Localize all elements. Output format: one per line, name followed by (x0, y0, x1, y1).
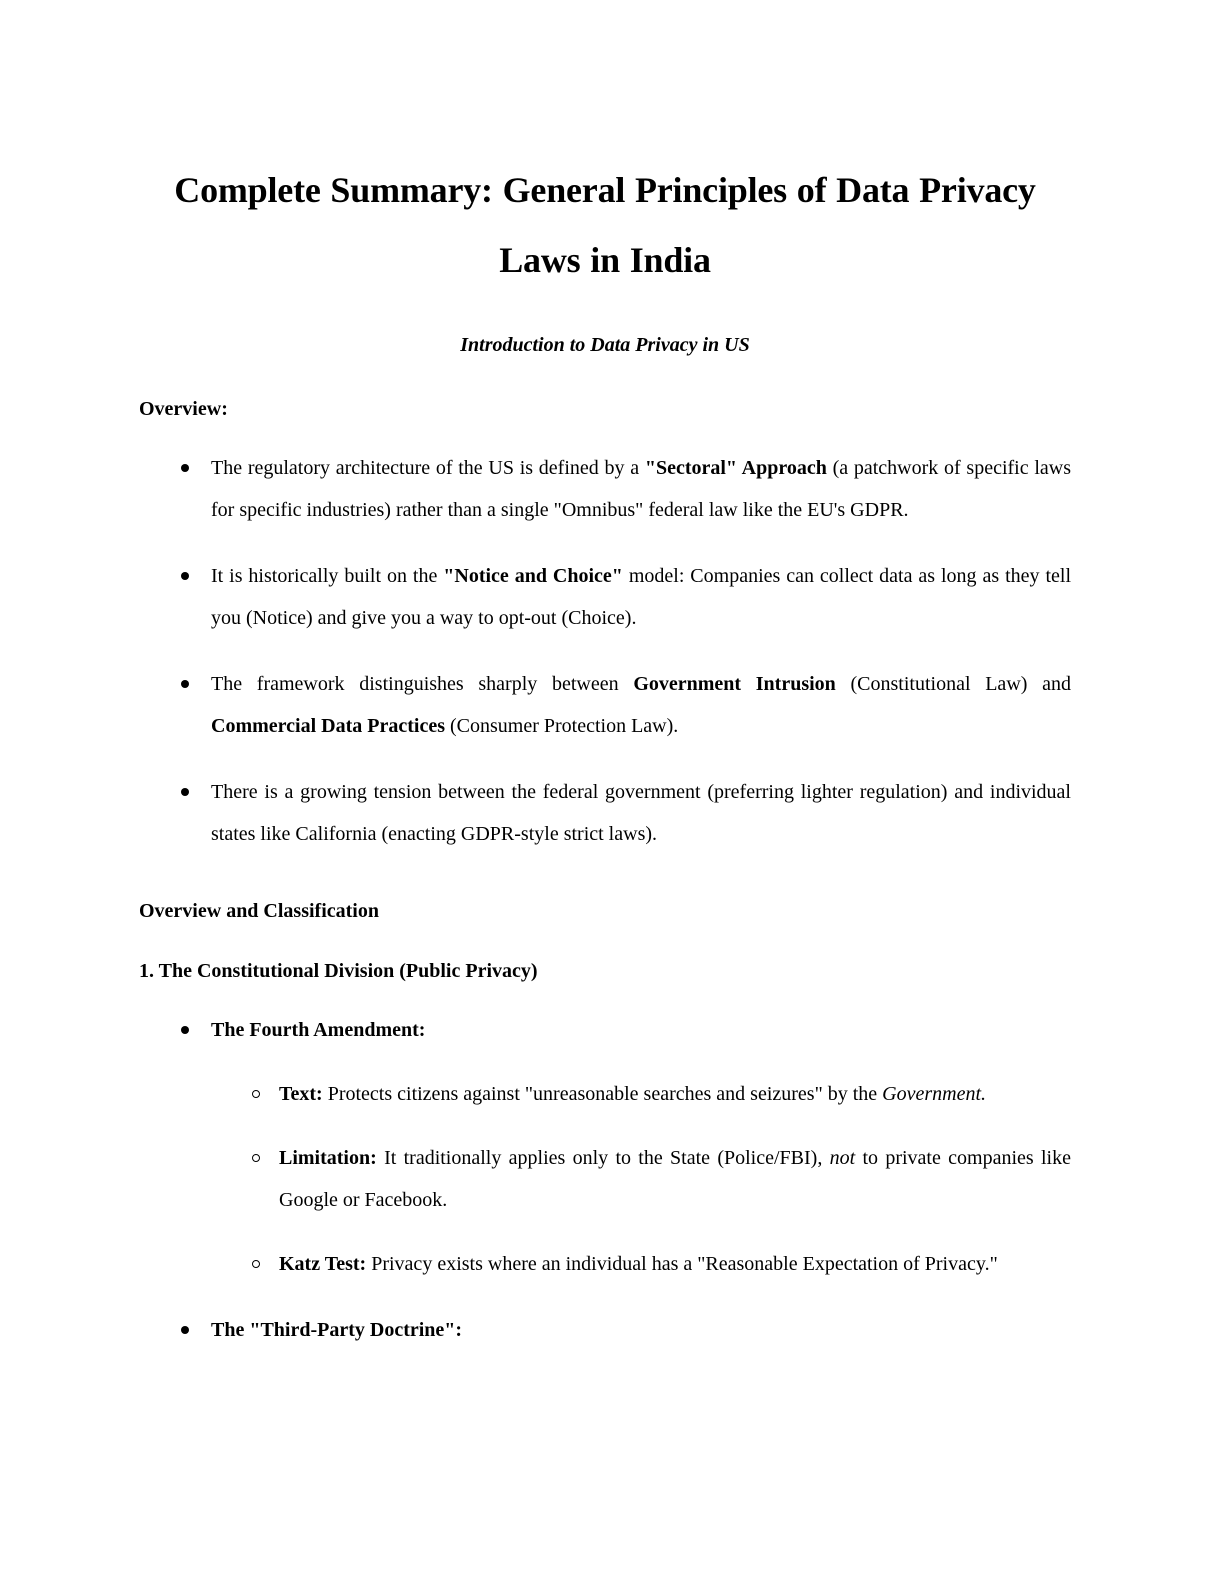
text-run: Protects citizens against "unreasonable searches and seizures" by the (322, 1083, 883, 1105)
bold-run: Text: (279, 1083, 323, 1105)
list-item (139, 447, 1071, 531)
circle-glyph (252, 1260, 260, 1268)
text-run: The framework distinguishes sharply between (211, 673, 634, 695)
bold-run: "Notice and Choice" (443, 565, 623, 587)
disc-bullet-icon (181, 663, 193, 705)
italic-run: not (829, 1147, 856, 1169)
disc-glyph (181, 788, 189, 796)
sub-list-item-text (279, 1073, 1071, 1115)
list-item (139, 1309, 1071, 1351)
circle-bullet-icon (252, 1243, 264, 1285)
bold-run: Government Intrusion (633, 673, 836, 695)
bold-run: "Sectoral" Approach (644, 457, 827, 479)
overview-bullet-list (139, 447, 1071, 855)
circle-bullet-icon (252, 1137, 264, 1179)
heading-overview: Overview: (139, 398, 228, 420)
sub-bullet-list (211, 1073, 1071, 1285)
list-item-text (211, 555, 1071, 639)
list-item-label: The Fourth Amendment: (211, 1019, 426, 1041)
bold-run: Limitation: (279, 1147, 377, 1169)
list-item (139, 663, 1071, 747)
disc-bullet-icon (181, 1309, 193, 1351)
list-item-label: The "Third-Party Doctrine": (211, 1319, 463, 1341)
text-run: The regulatory architecture of the US is defined by a (211, 457, 645, 479)
disc-bullet-icon (181, 447, 193, 489)
heading-constitutional-division: 1. The Constitutional Division (Public Privacy) (139, 960, 538, 982)
text-run: (Constitutional Law) and (835, 673, 1071, 695)
sub-list-item (211, 1243, 1071, 1285)
text-run: (a patchwork of specific laws for specific industries) rather than a single "Omnibus" federal law like the EU's GDPR. (211, 457, 1071, 521)
heading-overview-and-classification: Overview and Classification (139, 900, 379, 922)
sub-list-item (211, 1073, 1071, 1115)
list-item-text (211, 447, 1071, 531)
sub-list-item-text (279, 1243, 1071, 1285)
italic-run: Government. (882, 1083, 987, 1105)
page-title: Complete Summary: General Principles of Data Privacy Laws in India (174, 170, 1036, 280)
sub-list-item (211, 1137, 1071, 1221)
text-run: (Consumer Protection Law). (444, 715, 679, 737)
list-item-text (211, 771, 1071, 855)
disc-glyph (181, 1026, 189, 1034)
section-1-bullet-list (139, 1009, 1071, 1351)
text-run: It is historically built on the (211, 565, 444, 587)
circle-bullet-icon (252, 1073, 264, 1115)
disc-bullet-icon (181, 1009, 193, 1051)
list-item (139, 1009, 1071, 1285)
circle-glyph (252, 1154, 260, 1162)
disc-bullet-icon (181, 555, 193, 597)
bold-run: Commercial Data Practices (211, 715, 445, 737)
text-run: model: Companies can collect data as long as they tell you (Notice) and give you a way to opt-out (Choice). (211, 565, 1072, 629)
document-content (139, 0, 1071, 1351)
bold-run: Katz Test: (279, 1253, 367, 1275)
disc-glyph (181, 572, 189, 580)
disc-glyph (181, 680, 189, 688)
sub-list-item-text (279, 1137, 1071, 1221)
text-run: Privacy exists where an individual has a "Reasonable Expectation of Privacy." (366, 1253, 998, 1275)
disc-glyph (181, 464, 189, 472)
document-subtitle: Introduction to Data Privacy in US (460, 334, 750, 356)
disc-glyph (181, 1326, 189, 1334)
list-item (139, 771, 1071, 855)
circle-glyph (252, 1090, 260, 1098)
text-run: It traditionally applies only to the State (Police/FBI), (376, 1147, 830, 1169)
disc-bullet-icon (181, 771, 193, 813)
text-run: There is a growing tension between the federal government (preferring lighter regulation) and individual states like California (enacting GDPR-style strict laws). (211, 781, 1071, 845)
list-item-text (211, 663, 1071, 747)
list-item (139, 555, 1071, 639)
text-run: to private companies like Google or Facebook. (279, 1147, 1071, 1211)
